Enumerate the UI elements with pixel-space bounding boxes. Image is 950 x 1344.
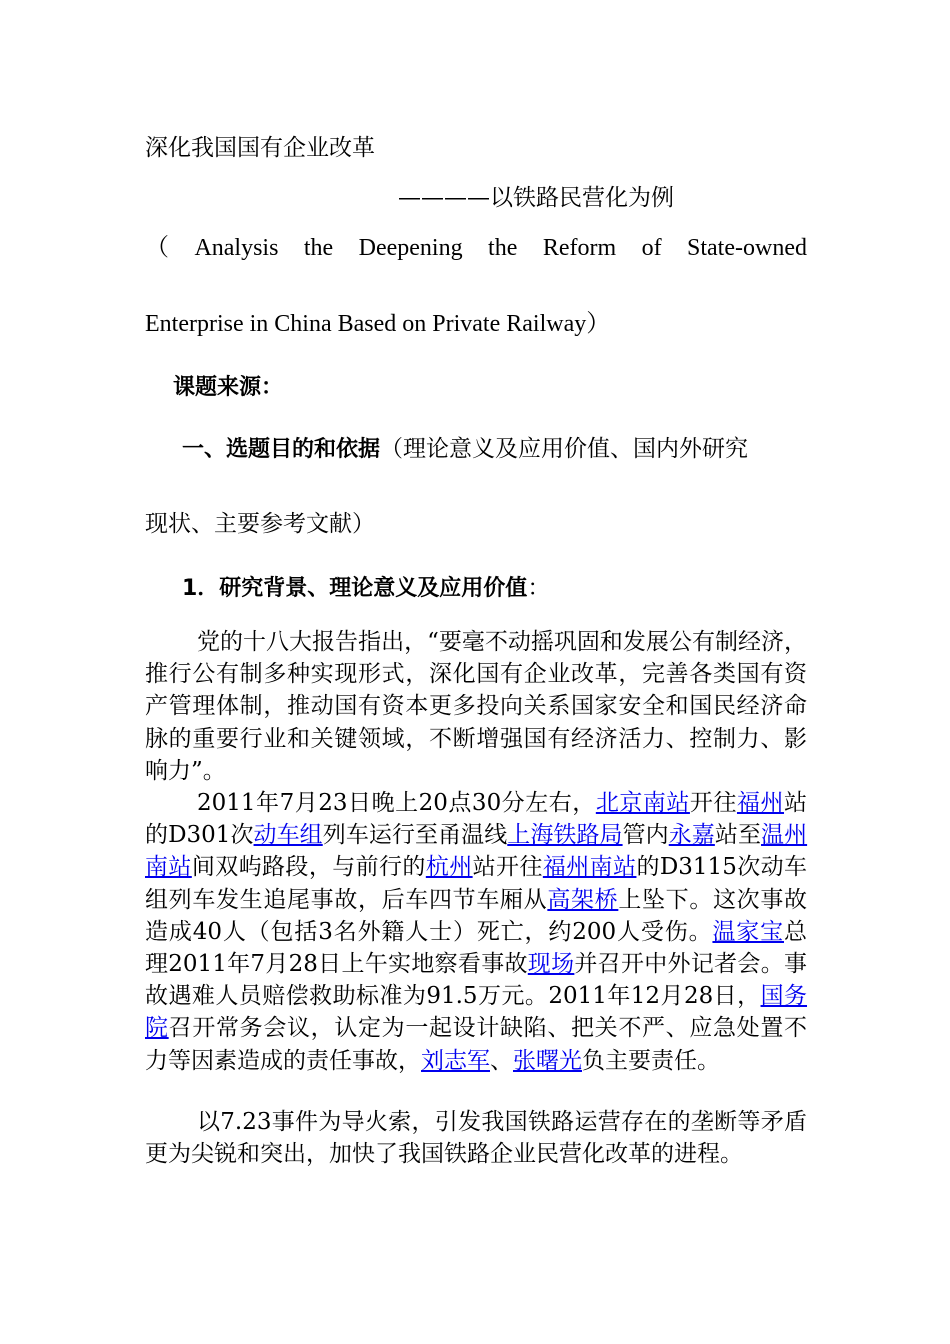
link-zhang-shuguang[interactable]: 张曙光 — [513, 1047, 582, 1074]
paragraph-text: 2011年7月23日晚上20点30分左右， — [197, 790, 596, 816]
paragraph-text: 总理2011年7月28日上午实地察看事故 — [145, 918, 807, 978]
paragraph-text: 管内 — [622, 822, 669, 849]
english-title-line-2: Enterprise in China Based on Private Railway） — [145, 311, 611, 337]
link-beijing-south-station[interactable]: 北京南站 — [595, 790, 690, 816]
section-1-heading-note: （理论意义及应用价值、国内外研究 — [380, 436, 749, 462]
link-viaduct[interactable]: 高架桥 — [547, 886, 619, 913]
paragraph-party-report: 党的十八大报告指出，“要毫不动摇巩固和发展公有制经济，推行公有制多种实现形式，深化国有企业改革，完善各类国有资产管理体制，推动国有资本更多投向关系国家安全和国民经济命脉的重要行业和关键领域，不断增强国有经济活力、控制力、影响力”。 — [145, 629, 807, 784]
subsection-1-heading-colon: ： — [527, 575, 551, 601]
document-title: 深化我国国有企业改革 — [145, 135, 375, 161]
subsection-1-heading: 1．研究背景、理论意义及应用价值 — [182, 576, 528, 601]
link-scene[interactable]: 现场 — [527, 951, 575, 978]
document-subtitle: ————以铁路民营化为例 — [398, 185, 674, 211]
paragraph-text: 的D3115次动车组列车发生追尾事故，后车四节车厢从 — [145, 854, 808, 913]
link-fuzhou[interactable]: 福州 — [736, 790, 785, 816]
english-title-word: the — [488, 235, 518, 261]
paragraph-text: 间双屿路段，与前行的 — [191, 854, 426, 881]
paragraph-text: 、 — [490, 1047, 513, 1074]
english-title-word: Analysis — [194, 235, 279, 261]
link-shanghai-railway-bureau[interactable]: 上海铁路局 — [507, 822, 623, 849]
paragraph-text: 列车运行至甬温线 — [322, 822, 508, 849]
paragraph-text: 站的D301次 — [145, 790, 808, 849]
link-hangzhou[interactable]: 杭州 — [425, 854, 473, 881]
link-emu[interactable]: 动车组 — [253, 822, 323, 849]
english-title-word: Reform — [542, 235, 617, 261]
subsection-1-heading-line — [182, 573, 807, 604]
paragraph-text: 站开往 — [472, 854, 543, 881]
english-title-line-1 — [145, 233, 807, 263]
section-1-heading-note-continued: 现状、主要参考文献） — [145, 511, 375, 537]
paragraph-text: 召开常务会议，认定为一起设计缺陷、把关不严、应急处置不力等因素造成的责任事故， — [145, 1015, 808, 1074]
english-title-word: State-owned — [687, 235, 807, 261]
paragraph-accident — [145, 787, 807, 1077]
english-title-word: Deepening — [358, 235, 463, 261]
link-state-council[interactable]: 国务院 — [145, 983, 808, 1042]
link-yongjia[interactable]: 永嘉 — [668, 822, 715, 849]
link-liu-zhijun[interactable]: 刘志军 — [421, 1047, 490, 1074]
paragraph-text: 开往 — [689, 790, 737, 816]
topic-source-label: 课题来源： — [173, 375, 284, 400]
english-title-word: （ — [145, 235, 169, 261]
link-wenzhou-south-station[interactable]: 温州南站 — [145, 822, 808, 881]
paragraph-text: 站至 — [714, 822, 762, 849]
paragraph-text: 负主要责任。 — [582, 1047, 720, 1074]
paragraph-text: 并召开中外记者会。事故遇难人员赔偿救助标准为91.5万元。2011年12月28日， — [145, 951, 808, 1010]
english-title-word: the — [303, 235, 334, 261]
link-wen-jiabao[interactable]: 温家宝 — [712, 918, 784, 945]
section-1-heading: 一、选题目的和依据 — [182, 437, 381, 462]
link-fuzhou-south-station[interactable]: 福州南站 — [542, 854, 637, 881]
section-1-heading-line — [182, 434, 807, 465]
paragraph-text: 上坠下。这次事故造成40人（包括3名外籍人士）死亡，约200人受伤。 — [145, 886, 808, 945]
paragraph-reform-trigger: 以7.23事件为导火索，引发我国铁路运营存在的垄断等矛盾更为尖锐和突出，加快了我国铁路企业民营化改革的进程。 — [145, 1109, 807, 1168]
english-title-word: of — [641, 235, 662, 261]
